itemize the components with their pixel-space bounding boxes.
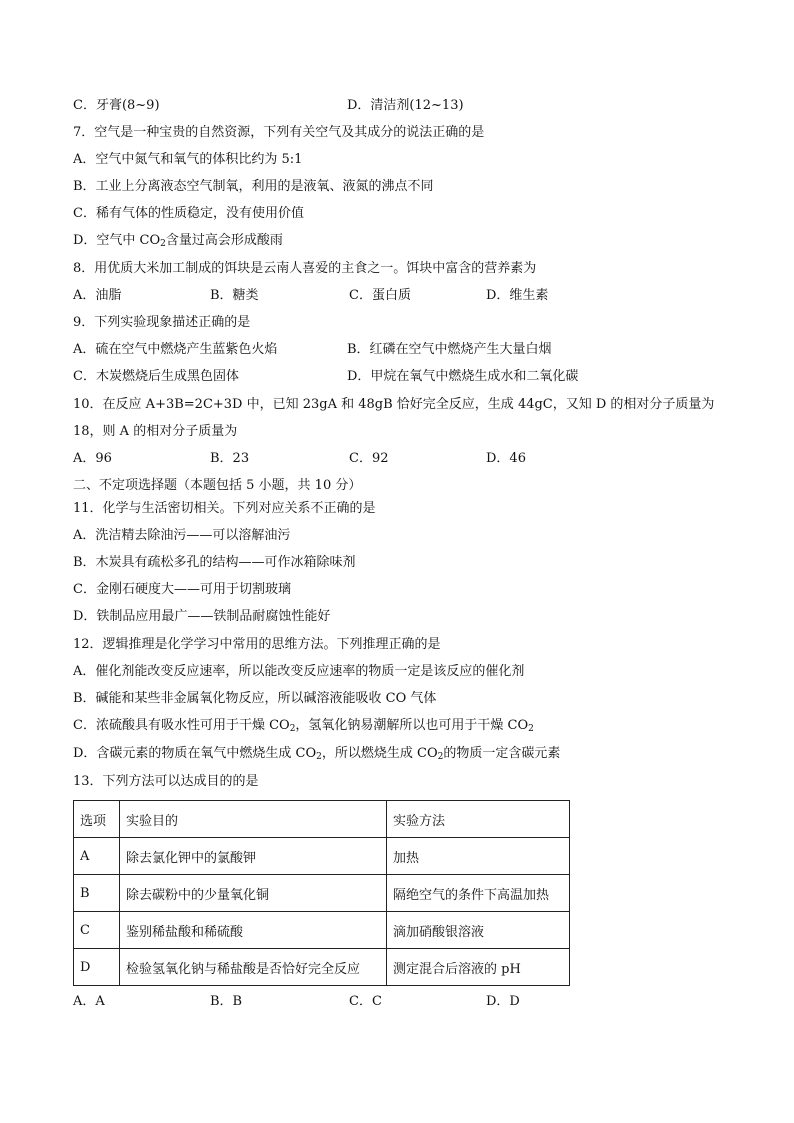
q12-option-d-text-3: 的物质一定含碳元素 xyxy=(443,746,561,761)
table-cell: A xyxy=(74,838,120,875)
subscript: 2 xyxy=(160,239,166,249)
q8-option-a: A．油脂 xyxy=(73,288,122,303)
q9-option-b: B．红磷在空气中燃烧产生大量白烟 xyxy=(347,342,552,357)
q9-option-d: D．甲烷在氧气中燃烧生成水和二氧化碳 xyxy=(347,369,579,384)
table-cell: 鉴别稀盐酸和稀硫酸 xyxy=(120,912,387,949)
q8-option-b: B．糖类 xyxy=(210,288,259,303)
q9-options-row2 xyxy=(73,368,713,386)
q7-option-d xyxy=(73,232,283,250)
table-cell: D xyxy=(74,949,120,986)
q9-option-c: C．木炭燃烧后生成黑色固体 xyxy=(73,369,239,384)
table-cell: 隔绝空气的条件下高温加热 xyxy=(387,875,570,912)
table-cell: 除去碳粉中的少量氧化铜 xyxy=(120,875,387,912)
table-cell: 检验氢氧化钠与稀盐酸是否恰好完全反应 xyxy=(120,949,387,986)
q11-option-d: D．铁制品应用最广——铁制品耐腐蚀性能好 xyxy=(73,609,331,624)
q12-option-a: A．催化剂能改变反应速率，所以能改变反应速率的物质一定是该反应的催化剂 xyxy=(73,664,525,679)
table-header-cell: 实验方法 xyxy=(387,801,570,838)
section-2-heading: 二、不定项选择题（本题包括 5 小题，共 10 分） xyxy=(73,478,362,493)
q8-stem: 8．用优质大米加工制成的饵块是云南人喜爱的主食之一。饵块中富含的营养素为 xyxy=(73,261,537,276)
subscript: 2 xyxy=(528,724,534,734)
table-row xyxy=(74,875,570,912)
table-cell: C xyxy=(74,912,120,949)
subscript: 2 xyxy=(437,752,444,762)
q12-option-d-text: D．含碳元素的物质在氧气中燃烧生成 CO xyxy=(73,746,317,761)
q9-option-a: A．硫在空气中燃烧产生蓝紫色火焰 xyxy=(73,342,278,357)
q11-stem: 11．化学与生活密切相关。下列对应关系不正确的是 xyxy=(73,501,376,516)
subscript: 2 xyxy=(316,752,322,762)
q12-stem: 12．逻辑推理是化学学习中常用的思维方法。下列推理正确的是 xyxy=(73,637,441,652)
table-row xyxy=(74,949,570,986)
q7-stem: 7．空气是一种宝贵的自然资源，下列有关空气及其成分的说法正确的是 xyxy=(73,125,485,140)
table-cell: 测定混合后溶液的 pH xyxy=(387,949,570,986)
q13-option-c: C．C xyxy=(349,994,382,1009)
table-cell: B xyxy=(74,875,120,912)
subscript: 2 xyxy=(289,724,296,734)
q12-option-d-text-2: ，所以燃烧生成 CO xyxy=(321,746,438,761)
q7-option-d-text: D．空气中 CO xyxy=(73,233,161,248)
table-header-cell: 选项 xyxy=(74,801,120,838)
q10-stem-line2: 18，则 A 的相对分子质量为 xyxy=(73,424,238,439)
q8-option-c: C．蛋白质 xyxy=(349,288,411,303)
q6-option-d: D．清洁剂(12~13) xyxy=(347,98,464,113)
q6-option-c: C．牙膏(8~9) xyxy=(73,98,160,113)
table-header-cell: 实验目的 xyxy=(120,801,387,838)
q10-options xyxy=(73,450,713,468)
q7-option-c: C．稀有气体的性质稳定，没有使用价值 xyxy=(73,206,304,221)
q7-option-a: A．空气中氮气和氧气的体积比约为 5:1 xyxy=(73,152,303,167)
q11-option-c: C．金刚石硬度大——可用于切割玻璃 xyxy=(73,582,291,597)
q12-option-c-text: C．浓硫酸具有吸水性可用于干燥 CO xyxy=(73,718,290,733)
q13-option-d: D．D xyxy=(486,994,520,1009)
q7-option-d-text-end: 含量过高会形成酸雨 xyxy=(165,233,283,248)
q9-options-row1 xyxy=(73,341,713,359)
q10-option-b: B．23 xyxy=(210,451,250,466)
table-cell: 滴加硝酸银溶液 xyxy=(387,912,570,949)
q10-stem-line1: 10．在反应 A+3B=2C+3D 中，已知 23gA 和 48gB 恰好完全反应，生成 44gC，又知 D 的相对分子质量为 xyxy=(73,397,715,412)
q10-option-a: A．96 xyxy=(73,451,112,466)
table-cell: 除去氯化钾中的氯酸钾 xyxy=(120,838,387,875)
q7-option-b: B．工业上分离液态空气制氧，利用的是液氧、液氮的沸点不同 xyxy=(73,179,434,194)
q11-option-b: B．木炭具有疏松多孔的结构——可作冰箱除味剂 xyxy=(73,555,356,570)
q8-options xyxy=(73,287,713,305)
q12-option-d xyxy=(73,745,560,763)
q12-option-b: B．碱能和某些非金属氧化物反应，所以碱溶液能吸收 CO 气体 xyxy=(73,691,437,706)
q6-options xyxy=(73,97,713,115)
table-header-row xyxy=(74,801,570,838)
q13-table xyxy=(73,800,570,986)
q13-option-b: B．B xyxy=(210,994,243,1009)
table-cell: 加热 xyxy=(387,838,570,875)
q13-option-a: A．A xyxy=(73,994,105,1009)
q10-option-c: C．92 xyxy=(349,451,389,466)
table-row xyxy=(74,838,570,875)
q9-stem: 9．下列实验现象描述正确的是 xyxy=(73,315,251,330)
q11-option-a: A．洗洁精去除油污——可以溶解油污 xyxy=(73,528,291,543)
table-row xyxy=(74,912,570,949)
q13-options xyxy=(73,993,713,1011)
q12-option-c xyxy=(73,717,534,735)
q10-option-d: D．46 xyxy=(486,451,526,466)
q13-stem: 13．下列方法可以达成目的的是 xyxy=(73,774,259,789)
q8-option-d: D．维生素 xyxy=(486,288,549,303)
q12-option-c-text-2: ，氢氧化钠易潮解所以也可用于干燥 CO xyxy=(295,718,529,733)
